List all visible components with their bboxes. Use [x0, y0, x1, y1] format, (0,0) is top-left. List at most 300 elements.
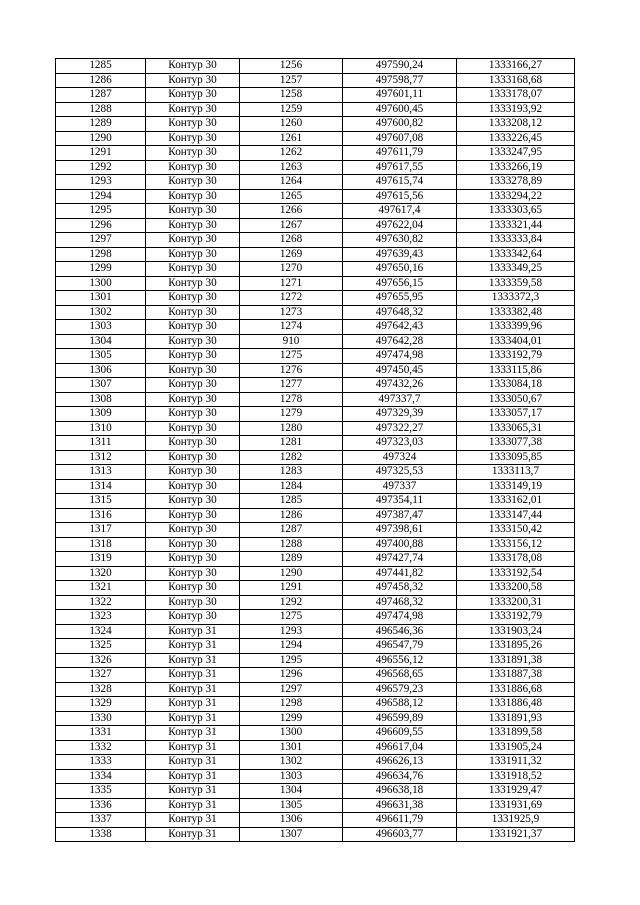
- table-row: [56, 508, 575, 523]
- row-number-cell: 1323: [56, 610, 146, 625]
- y-coordinate-cell: 1333050,67: [457, 392, 575, 407]
- point-number-cell: 1261: [240, 131, 343, 146]
- row-number-cell: 1302: [56, 305, 146, 320]
- table-row: [56, 436, 575, 451]
- table-row: [56, 247, 575, 262]
- contour-name-cell: Контур 31: [146, 668, 240, 683]
- point-number-cell: 1269: [240, 247, 343, 262]
- contour-name-cell: Контур 30: [146, 537, 240, 552]
- contour-name-cell: Контур 30: [146, 566, 240, 581]
- y-coordinate-cell: 1333399,96: [457, 320, 575, 335]
- row-number-cell: 1289: [56, 117, 146, 132]
- row-number-cell: 1319: [56, 552, 146, 567]
- table-row: [56, 668, 575, 683]
- row-number-cell: 1306: [56, 363, 146, 378]
- table-row: [56, 160, 575, 175]
- row-number-cell: 1331: [56, 726, 146, 741]
- point-number-cell: 1299: [240, 711, 343, 726]
- contour-name-cell: Контур 30: [146, 59, 240, 74]
- row-number-cell: 1317: [56, 523, 146, 538]
- y-coordinate-cell: 1331886,68: [457, 682, 575, 697]
- contour-name-cell: Контур 30: [146, 581, 240, 596]
- table-row: [56, 639, 575, 654]
- table-row: [56, 581, 575, 596]
- table-row: [56, 363, 575, 378]
- x-coordinate-cell: 496611,79: [343, 813, 457, 828]
- point-number-cell: 1301: [240, 740, 343, 755]
- row-number-cell: 1291: [56, 146, 146, 161]
- point-number-cell: 1259: [240, 102, 343, 117]
- point-number-cell: 1263: [240, 160, 343, 175]
- point-number-cell: 1277: [240, 378, 343, 393]
- point-number-cell: 1280: [240, 421, 343, 436]
- point-number-cell: 1284: [240, 479, 343, 494]
- row-number-cell: 1296: [56, 218, 146, 233]
- y-coordinate-cell: 1333147,44: [457, 508, 575, 523]
- row-number-cell: 1337: [56, 813, 146, 828]
- point-number-cell: 1285: [240, 494, 343, 509]
- x-coordinate-cell: 496603,77: [343, 827, 457, 842]
- x-coordinate-cell: 497656,15: [343, 276, 457, 291]
- x-coordinate-cell: 497398,61: [343, 523, 457, 538]
- y-coordinate-cell: 1331887,38: [457, 668, 575, 683]
- contour-name-cell: Контур 30: [146, 218, 240, 233]
- y-coordinate-cell: 1333294,22: [457, 189, 575, 204]
- x-coordinate-cell: 497650,16: [343, 262, 457, 277]
- x-coordinate-cell: 497329,39: [343, 407, 457, 422]
- row-number-cell: 1300: [56, 276, 146, 291]
- table-row: [56, 711, 575, 726]
- x-coordinate-cell: 497600,45: [343, 102, 457, 117]
- x-coordinate-cell: 496556,12: [343, 653, 457, 668]
- x-coordinate-cell: 497322,27: [343, 421, 457, 436]
- point-number-cell: 1287: [240, 523, 343, 538]
- contour-name-cell: Контур 30: [146, 146, 240, 161]
- row-number-cell: 1326: [56, 653, 146, 668]
- row-number-cell: 1303: [56, 320, 146, 335]
- x-coordinate-cell: 497607,08: [343, 131, 457, 146]
- contour-name-cell: Контур 30: [146, 233, 240, 248]
- y-coordinate-cell: 1331931,69: [457, 798, 575, 813]
- x-coordinate-cell: 497474,98: [343, 610, 457, 625]
- x-coordinate-cell: 496638,18: [343, 784, 457, 799]
- point-number-cell: 1297: [240, 682, 343, 697]
- point-number-cell: 1262: [240, 146, 343, 161]
- row-number-cell: 1318: [56, 537, 146, 552]
- point-number-cell: 1286: [240, 508, 343, 523]
- contour-name-cell: Контур 31: [146, 711, 240, 726]
- row-number-cell: 1295: [56, 204, 146, 219]
- point-number-cell: 1293: [240, 624, 343, 639]
- point-number-cell: 1267: [240, 218, 343, 233]
- contour-name-cell: Контур 30: [146, 276, 240, 291]
- contour-name-cell: Контур 30: [146, 334, 240, 349]
- x-coordinate-cell: 497441,82: [343, 566, 457, 581]
- table-row: [56, 827, 575, 842]
- point-number-cell: 1303: [240, 769, 343, 784]
- point-number-cell: 1298: [240, 697, 343, 712]
- contour-name-cell: Контур 30: [146, 160, 240, 175]
- y-coordinate-cell: 1333359,58: [457, 276, 575, 291]
- table-row: [56, 146, 575, 161]
- y-coordinate-cell: 1331899,58: [457, 726, 575, 741]
- y-coordinate-cell: 1331925,9: [457, 813, 575, 828]
- row-number-cell: 1287: [56, 88, 146, 103]
- y-coordinate-cell: 1333349,25: [457, 262, 575, 277]
- y-coordinate-cell: 1333372,3: [457, 291, 575, 306]
- contour-name-cell: Контур 30: [146, 552, 240, 567]
- table-row: [56, 465, 575, 480]
- row-number-cell: 1328: [56, 682, 146, 697]
- row-number-cell: 1285: [56, 59, 146, 74]
- contour-name-cell: Контур 30: [146, 436, 240, 451]
- table-row: [56, 305, 575, 320]
- contour-name-cell: Контур 30: [146, 508, 240, 523]
- point-number-cell: 1282: [240, 450, 343, 465]
- table-row: [56, 769, 575, 784]
- table-row: [56, 479, 575, 494]
- row-number-cell: 1334: [56, 769, 146, 784]
- row-number-cell: 1324: [56, 624, 146, 639]
- x-coordinate-cell: 497325,53: [343, 465, 457, 480]
- y-coordinate-cell: 1333192,54: [457, 566, 575, 581]
- point-number-cell: 1268: [240, 233, 343, 248]
- point-number-cell: 1264: [240, 175, 343, 190]
- row-number-cell: 1332: [56, 740, 146, 755]
- row-number-cell: 1338: [56, 827, 146, 842]
- y-coordinate-cell: 1333168,68: [457, 73, 575, 88]
- x-coordinate-cell: 497337,7: [343, 392, 457, 407]
- table-row: [56, 813, 575, 828]
- row-number-cell: 1310: [56, 421, 146, 436]
- x-coordinate-cell: 497432,26: [343, 378, 457, 393]
- table-row: [56, 537, 575, 552]
- y-coordinate-cell: 1333150,42: [457, 523, 575, 538]
- table-row: [56, 450, 575, 465]
- x-coordinate-cell: 496588,12: [343, 697, 457, 712]
- point-number-cell: 1275: [240, 349, 343, 364]
- row-number-cell: 1321: [56, 581, 146, 596]
- table-row: [56, 421, 575, 436]
- x-coordinate-cell: 496599,89: [343, 711, 457, 726]
- y-coordinate-cell: 1333226,45: [457, 131, 575, 146]
- table-row: [56, 73, 575, 88]
- contour-name-cell: Контур 30: [146, 523, 240, 538]
- x-coordinate-cell: 496617,04: [343, 740, 457, 755]
- point-number-cell: 1291: [240, 581, 343, 596]
- table-row: [56, 262, 575, 277]
- table-row: [56, 392, 575, 407]
- y-coordinate-cell: 1333162,01: [457, 494, 575, 509]
- table-row: [56, 320, 575, 335]
- row-number-cell: 1320: [56, 566, 146, 581]
- table-row: [56, 102, 575, 117]
- point-number-cell: 1272: [240, 291, 343, 306]
- row-number-cell: 1297: [56, 233, 146, 248]
- y-coordinate-cell: 1331929,47: [457, 784, 575, 799]
- row-number-cell: 1298: [56, 247, 146, 262]
- y-coordinate-cell: 1333057,17: [457, 407, 575, 422]
- y-coordinate-cell: 1331918,52: [457, 769, 575, 784]
- point-number-cell: 1294: [240, 639, 343, 654]
- point-number-cell: 1283: [240, 465, 343, 480]
- coordinates-table: [55, 58, 575, 842]
- contour-name-cell: Контур 31: [146, 784, 240, 799]
- x-coordinate-cell: 497324: [343, 450, 457, 465]
- x-coordinate-cell: 497458,32: [343, 581, 457, 596]
- y-coordinate-cell: 1333200,58: [457, 581, 575, 596]
- table-row: [56, 407, 575, 422]
- table-row: [56, 189, 575, 204]
- row-number-cell: 1311: [56, 436, 146, 451]
- point-number-cell: 1304: [240, 784, 343, 799]
- point-number-cell: 1289: [240, 552, 343, 567]
- y-coordinate-cell: 1331903,24: [457, 624, 575, 639]
- x-coordinate-cell: 497323,03: [343, 436, 457, 451]
- point-number-cell: 1266: [240, 204, 343, 219]
- y-coordinate-cell: 1331921,37: [457, 827, 575, 842]
- point-number-cell: 1302: [240, 755, 343, 770]
- table-row: [56, 755, 575, 770]
- row-number-cell: 1294: [56, 189, 146, 204]
- y-coordinate-cell: 1333333,84: [457, 233, 575, 248]
- contour-name-cell: Контур 30: [146, 465, 240, 480]
- y-coordinate-cell: 1333166,27: [457, 59, 575, 74]
- x-coordinate-cell: 496546,36: [343, 624, 457, 639]
- contour-name-cell: Контур 30: [146, 421, 240, 436]
- y-coordinate-cell: 1333084,18: [457, 378, 575, 393]
- row-number-cell: 1327: [56, 668, 146, 683]
- contour-name-cell: Контур 31: [146, 653, 240, 668]
- table-row: [56, 595, 575, 610]
- row-number-cell: 1308: [56, 392, 146, 407]
- x-coordinate-cell: 496634,76: [343, 769, 457, 784]
- y-coordinate-cell: 1333095,85: [457, 450, 575, 465]
- point-number-cell: 1279: [240, 407, 343, 422]
- y-coordinate-cell: 1333208,12: [457, 117, 575, 132]
- y-coordinate-cell: 1331891,38: [457, 653, 575, 668]
- point-number-cell: 1257: [240, 73, 343, 88]
- y-coordinate-cell: 1333382,48: [457, 305, 575, 320]
- contour-name-cell: Контур 30: [146, 595, 240, 610]
- table-row: [56, 784, 575, 799]
- contour-name-cell: Контур 30: [146, 378, 240, 393]
- y-coordinate-cell: 1333278,89: [457, 175, 575, 190]
- row-number-cell: 1330: [56, 711, 146, 726]
- row-number-cell: 1304: [56, 334, 146, 349]
- x-coordinate-cell: 496568,65: [343, 668, 457, 683]
- contour-name-cell: Контур 30: [146, 204, 240, 219]
- x-coordinate-cell: 496579,23: [343, 682, 457, 697]
- contour-name-cell: Контур 31: [146, 624, 240, 639]
- contour-name-cell: Контур 31: [146, 726, 240, 741]
- point-number-cell: 1256: [240, 59, 343, 74]
- table-row: [56, 624, 575, 639]
- table-row: [56, 697, 575, 712]
- contour-name-cell: Контур 31: [146, 682, 240, 697]
- y-coordinate-cell: 1333321,44: [457, 218, 575, 233]
- x-coordinate-cell: 497639,43: [343, 247, 457, 262]
- contour-name-cell: Контур 30: [146, 305, 240, 320]
- point-number-cell: 1258: [240, 88, 343, 103]
- table-row: [56, 88, 575, 103]
- contour-name-cell: Контур 30: [146, 291, 240, 306]
- point-number-cell: 1306: [240, 813, 343, 828]
- y-coordinate-cell: 1333200,31: [457, 595, 575, 610]
- contour-name-cell: Контур 31: [146, 639, 240, 654]
- table-row: [56, 682, 575, 697]
- row-number-cell: 1292: [56, 160, 146, 175]
- row-number-cell: 1293: [56, 175, 146, 190]
- contour-name-cell: Контур 30: [146, 610, 240, 625]
- x-coordinate-cell: 496547,79: [343, 639, 457, 654]
- contour-name-cell: Контур 31: [146, 798, 240, 813]
- y-coordinate-cell: 1333404,01: [457, 334, 575, 349]
- table-row: [56, 740, 575, 755]
- y-coordinate-cell: 1333342,64: [457, 247, 575, 262]
- row-number-cell: 1333: [56, 755, 146, 770]
- contour-name-cell: Контур 30: [146, 392, 240, 407]
- row-number-cell: 1325: [56, 639, 146, 654]
- contour-name-cell: Контур 30: [146, 117, 240, 132]
- row-number-cell: 1316: [56, 508, 146, 523]
- contour-name-cell: Контур 30: [146, 131, 240, 146]
- contour-name-cell: Контур 30: [146, 102, 240, 117]
- x-coordinate-cell: 497655,95: [343, 291, 457, 306]
- x-coordinate-cell: 497648,32: [343, 305, 457, 320]
- point-number-cell: 1305: [240, 798, 343, 813]
- row-number-cell: 1322: [56, 595, 146, 610]
- row-number-cell: 1288: [56, 102, 146, 117]
- x-coordinate-cell: 497642,28: [343, 334, 457, 349]
- y-coordinate-cell: 1333193,92: [457, 102, 575, 117]
- row-number-cell: 1299: [56, 262, 146, 277]
- row-number-cell: 1286: [56, 73, 146, 88]
- contour-name-cell: Контур 30: [146, 73, 240, 88]
- contour-name-cell: Контур 30: [146, 407, 240, 422]
- x-coordinate-cell: 497617,55: [343, 160, 457, 175]
- x-coordinate-cell: 497615,74: [343, 175, 457, 190]
- table-row: [56, 726, 575, 741]
- row-number-cell: 1309: [56, 407, 146, 422]
- point-number-cell: 1278: [240, 392, 343, 407]
- y-coordinate-cell: 1333149,19: [457, 479, 575, 494]
- x-coordinate-cell: 497450,45: [343, 363, 457, 378]
- point-number-cell: 1307: [240, 827, 343, 842]
- point-number-cell: 1295: [240, 653, 343, 668]
- point-number-cell: 1270: [240, 262, 343, 277]
- x-coordinate-cell: 497642,43: [343, 320, 457, 335]
- contour-name-cell: Контур 30: [146, 450, 240, 465]
- table-row: [56, 552, 575, 567]
- row-number-cell: 1314: [56, 479, 146, 494]
- y-coordinate-cell: 1331891,93: [457, 711, 575, 726]
- y-coordinate-cell: 1333247,95: [457, 146, 575, 161]
- point-number-cell: 1271: [240, 276, 343, 291]
- table-row: [56, 566, 575, 581]
- contour-name-cell: Контур 30: [146, 247, 240, 262]
- x-coordinate-cell: 497611,79: [343, 146, 457, 161]
- table-row: [56, 59, 575, 74]
- y-coordinate-cell: 1333192,79: [457, 349, 575, 364]
- y-coordinate-cell: 1333192,79: [457, 610, 575, 625]
- point-number-cell: 1296: [240, 668, 343, 683]
- contour-name-cell: Контур 30: [146, 479, 240, 494]
- table-row: [56, 276, 575, 291]
- row-number-cell: 1290: [56, 131, 146, 146]
- x-coordinate-cell: 497600,82: [343, 117, 457, 132]
- table-row: [56, 523, 575, 538]
- x-coordinate-cell: 497601,11: [343, 88, 457, 103]
- y-coordinate-cell: 1333115,86: [457, 363, 575, 378]
- contour-name-cell: Контур 31: [146, 827, 240, 842]
- y-coordinate-cell: 1333178,08: [457, 552, 575, 567]
- table-row: [56, 349, 575, 364]
- contour-name-cell: Контур 30: [146, 88, 240, 103]
- table-row: [56, 494, 575, 509]
- table-row: [56, 117, 575, 132]
- x-coordinate-cell: 497354,11: [343, 494, 457, 509]
- x-coordinate-cell: 497427,74: [343, 552, 457, 567]
- row-number-cell: 1335: [56, 784, 146, 799]
- y-coordinate-cell: 1333303,65: [457, 204, 575, 219]
- table-row: [56, 378, 575, 393]
- row-number-cell: 1312: [56, 450, 146, 465]
- row-number-cell: 1313: [56, 465, 146, 480]
- point-number-cell: 1273: [240, 305, 343, 320]
- x-coordinate-cell: 496631,38: [343, 798, 457, 813]
- x-coordinate-cell: 497400,88: [343, 537, 457, 552]
- point-number-cell: 1290: [240, 566, 343, 581]
- table-row: [56, 131, 575, 146]
- table-row: [56, 610, 575, 625]
- table-row: [56, 233, 575, 248]
- point-number-cell: 1288: [240, 537, 343, 552]
- y-coordinate-cell: 1333077,38: [457, 436, 575, 451]
- contour-name-cell: Контур 31: [146, 769, 240, 784]
- coordinates-table-body: [56, 59, 575, 842]
- x-coordinate-cell: 497617,4: [343, 204, 457, 219]
- y-coordinate-cell: 1333113,7: [457, 465, 575, 480]
- x-coordinate-cell: 497615,56: [343, 189, 457, 204]
- point-number-cell: 910: [240, 334, 343, 349]
- contour-name-cell: Контур 30: [146, 189, 240, 204]
- table-row: [56, 204, 575, 219]
- contour-name-cell: Контур 30: [146, 320, 240, 335]
- table-row: [56, 334, 575, 349]
- y-coordinate-cell: 1333156,12: [457, 537, 575, 552]
- y-coordinate-cell: 1333065,31: [457, 421, 575, 436]
- point-number-cell: 1292: [240, 595, 343, 610]
- table-row: [56, 653, 575, 668]
- contour-name-cell: Контур 31: [146, 755, 240, 770]
- point-number-cell: 1275: [240, 610, 343, 625]
- contour-name-cell: Контур 30: [146, 175, 240, 190]
- contour-name-cell: Контур 31: [146, 813, 240, 828]
- point-number-cell: 1281: [240, 436, 343, 451]
- point-number-cell: 1300: [240, 726, 343, 741]
- x-coordinate-cell: 497598,77: [343, 73, 457, 88]
- y-coordinate-cell: 1331895,26: [457, 639, 575, 654]
- contour-name-cell: Контур 31: [146, 740, 240, 755]
- x-coordinate-cell: 497622,04: [343, 218, 457, 233]
- y-coordinate-cell: 1331911,32: [457, 755, 575, 770]
- contour-name-cell: Контур 30: [146, 363, 240, 378]
- row-number-cell: 1315: [56, 494, 146, 509]
- x-coordinate-cell: 496609,55: [343, 726, 457, 741]
- x-coordinate-cell: 497590,24: [343, 59, 457, 74]
- table-row: [56, 175, 575, 190]
